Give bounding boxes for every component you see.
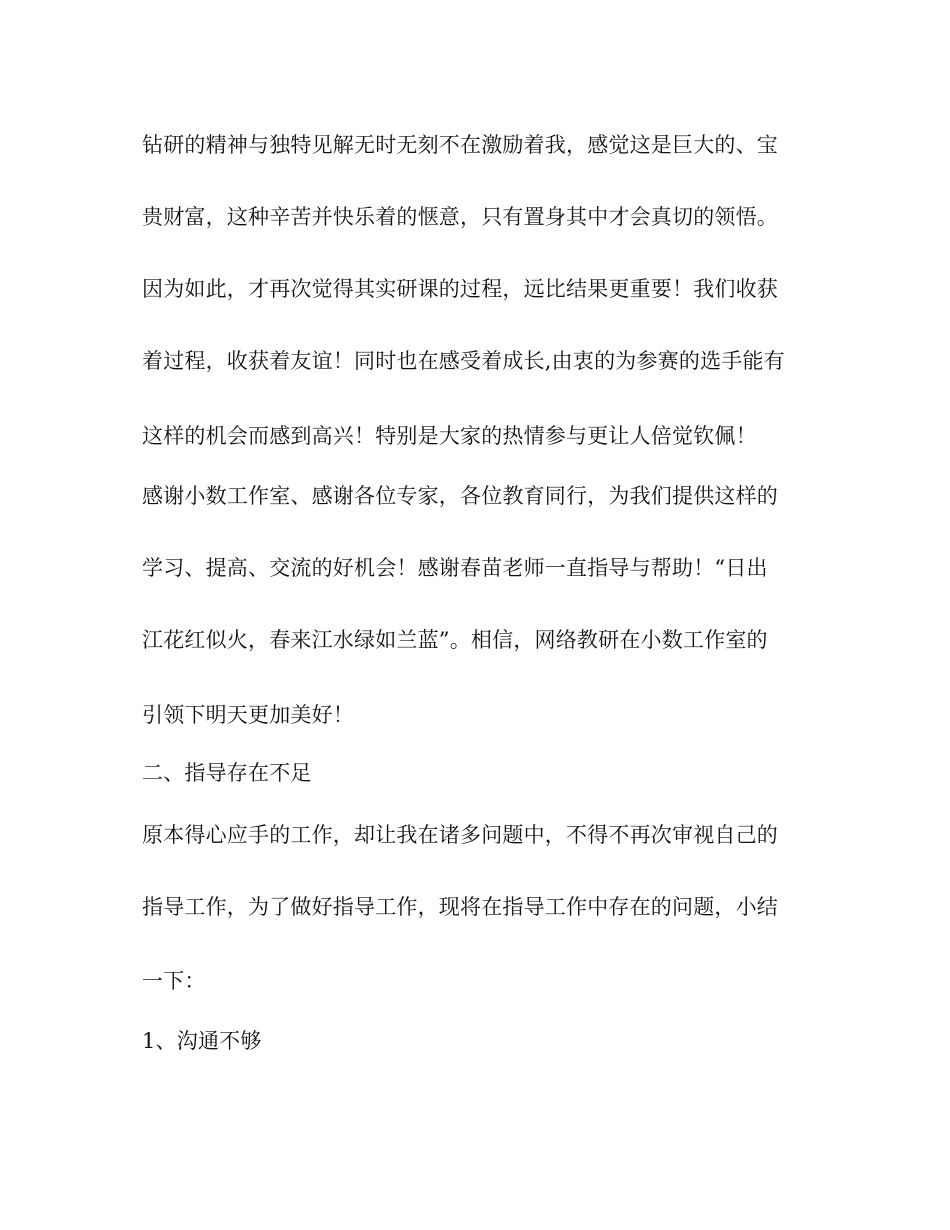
paragraph-line: 原本得心应手的工作，却让我在诸多问题中，不得不再次审视自己的 bbox=[142, 823, 778, 847]
paragraph-line: 江花红似火，春来江水绿如兰蓝”。相信，网络教研在小数工作室的 bbox=[142, 628, 768, 652]
paragraph-line: 贵财富，这种辛苦并快乐着的惬意，只有置身其中才会真切的领悟。 bbox=[142, 205, 778, 229]
section-heading: 二、指导存在不足 bbox=[142, 761, 312, 785]
paragraph-line: 学习、提高、交流的好机会！感谢春苗老师一直指导与帮助！“日出 bbox=[142, 556, 768, 580]
paragraph-line: 这样的机会而感到高兴！特别是大家的热情参与更让人倍觉钦佩！ bbox=[142, 424, 757, 448]
paragraph-line: 引领下明天更加美好！ bbox=[142, 703, 354, 727]
paragraph-line: 钻研的精神与独特见解无时无刻不在激励着我，感觉这是巨大的、宝 bbox=[142, 133, 778, 157]
subsection-heading: 1、沟通不够 bbox=[142, 1029, 262, 1053]
paragraph-line: 着过程，收获着友谊！同时也在感受着成长,由衷的为参赛的选手能有 bbox=[142, 349, 785, 373]
paragraph-line: 指导工作，为了做好指导工作，现将在指导工作中存在的问题，小结 bbox=[142, 895, 778, 919]
paragraph-line: 一下： bbox=[142, 969, 206, 993]
paragraph-line: 感谢小数工作室、感谢各位专家，各位教育同行，为我们提供这样的 bbox=[142, 484, 778, 508]
paragraph-line: 因为如此，才再次觉得其实研课的过程，远比结果更重要！我们收获 bbox=[142, 277, 778, 301]
